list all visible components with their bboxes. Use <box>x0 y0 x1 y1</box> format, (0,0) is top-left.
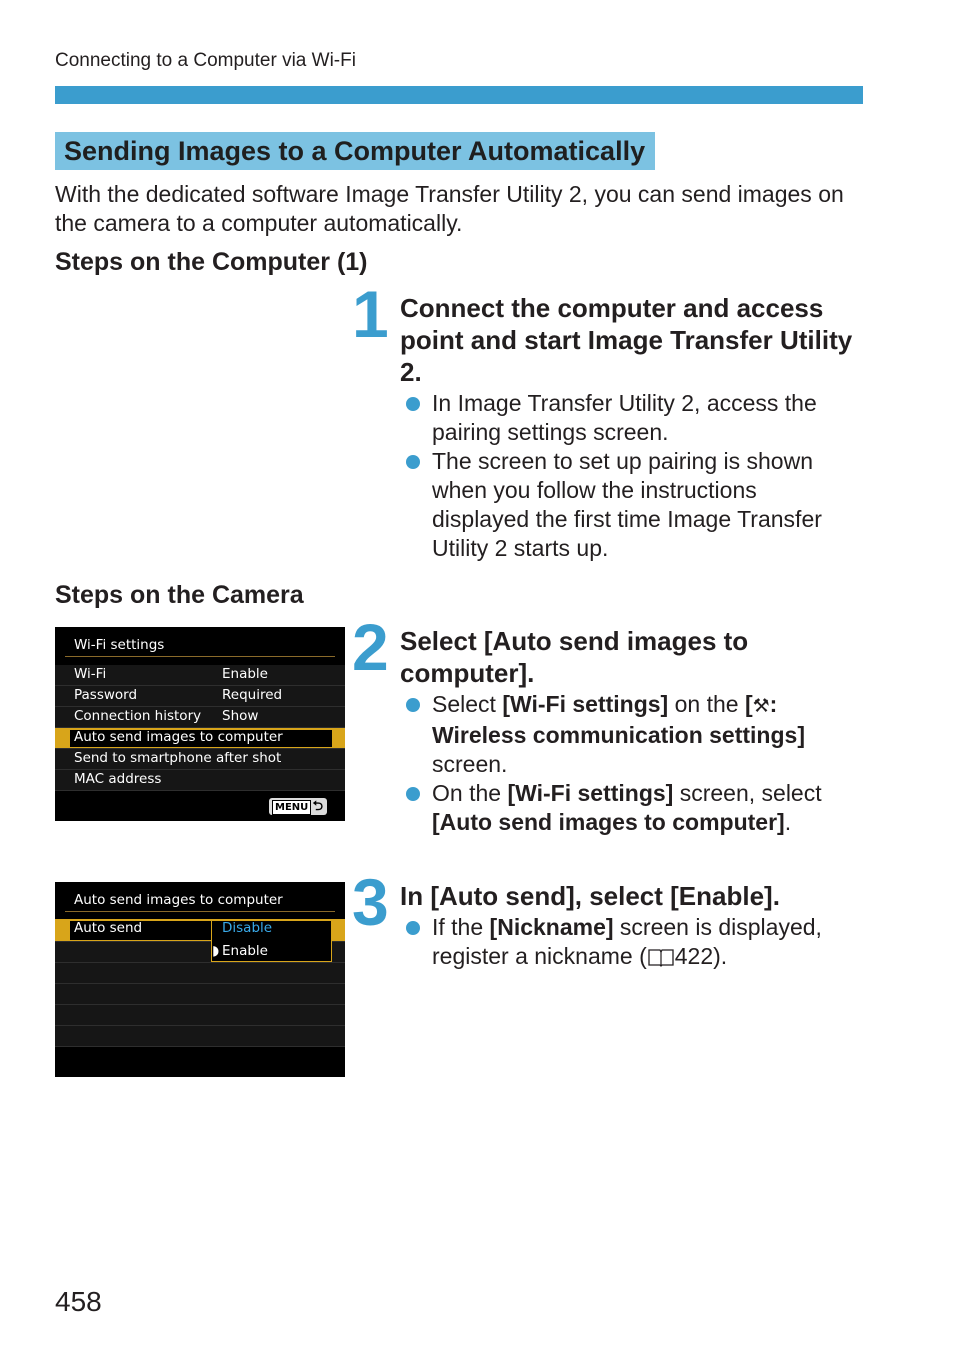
step-3-bullets <box>406 913 856 971</box>
computer-steps-heading: Steps on the Computer (1) <box>55 248 368 276</box>
running-header: Connecting to a Computer via Wi-Fi <box>55 50 356 71</box>
step-1-bullets <box>406 389 856 563</box>
list-item: On the [Wi-Fi settings] screen, select [Auto send images to computer]. <box>406 779 856 837</box>
step-1-title: Connect the computer and access point and start Image Transfer Utility 2. <box>400 293 853 387</box>
intro-paragraph: With the dedicated software Image Transfer Utility 2, you can send images on the camera to a computer automatically. <box>55 181 844 236</box>
list-item: Select [Wi-Fi settings] on the [⚒︎: Wireless communication settings] screen. <box>406 690 856 779</box>
list-item: The screen to set up pairing is shown when you follow the instructions displayed the first time Image Transfer Utility 2 starts up. <box>406 447 856 563</box>
section-title: Sending Images to a Computer Automatically <box>55 132 655 170</box>
step-2-bullets <box>406 690 856 837</box>
return-arrow-icon: ⮌ <box>312 799 323 814</box>
camera-row-empty <box>55 984 345 1005</box>
camera-steps-heading: Steps on the Camera <box>55 581 304 609</box>
camera-row-mac-address: MAC address <box>55 770 345 791</box>
book-icon <box>647 945 675 965</box>
bullet-icon <box>406 698 420 712</box>
step-2-title: Select [Auto send images to computer]. <box>400 626 749 688</box>
camera-row-empty <box>55 963 345 984</box>
camera-row-empty <box>55 1005 345 1026</box>
camera-row-send-to-smartphone: Send to smartphone after shot <box>55 749 345 770</box>
camera-row-wifi: Wi-Fi Enable <box>55 665 345 686</box>
list-item: If the [Nickname] screen is displayed, register a nickname ( 422). <box>406 913 856 971</box>
bullet-icon <box>406 921 420 935</box>
camera-screen-auto-send <box>55 882 345 1077</box>
camera-row-connection-history: Connection history Show <box>55 707 345 728</box>
step-1-number: 1 <box>352 277 385 351</box>
camera-screen-title: Wi-Fi settings <box>74 637 165 653</box>
header-bar <box>55 86 863 104</box>
selected-option-marker-icon: ◗ <box>212 943 220 959</box>
camera-divider <box>65 656 335 657</box>
bullet-icon <box>406 455 420 469</box>
camera-row-password: Password Required <box>55 686 345 707</box>
wrench-icon: ⚒︎ <box>752 696 770 717</box>
step-2-number: 2 <box>352 610 385 684</box>
page-number: 458 <box>55 1286 102 1317</box>
bullet-icon <box>406 397 420 411</box>
camera-screen-wifi-settings <box>55 627 345 821</box>
camera-row-auto-send: Auto send Disable <box>55 919 345 942</box>
camera-row-empty <box>55 1026 345 1047</box>
step-3-number: 3 <box>352 865 385 939</box>
step-3-title: In [Auto send], select [Enable]. <box>400 881 780 911</box>
camera-screen-title: Auto send images to computer <box>74 892 283 908</box>
camera-row-empty: ◗ Enable <box>55 942 345 963</box>
menu-button: MENU ⮌ <box>269 798 327 815</box>
camera-row-auto-send-selected: Auto send images to computer <box>55 728 345 749</box>
bullet-icon <box>406 787 420 801</box>
list-item: In Image Transfer Utility 2, access the pairing settings screen. <box>406 389 856 447</box>
camera-divider <box>65 911 335 912</box>
